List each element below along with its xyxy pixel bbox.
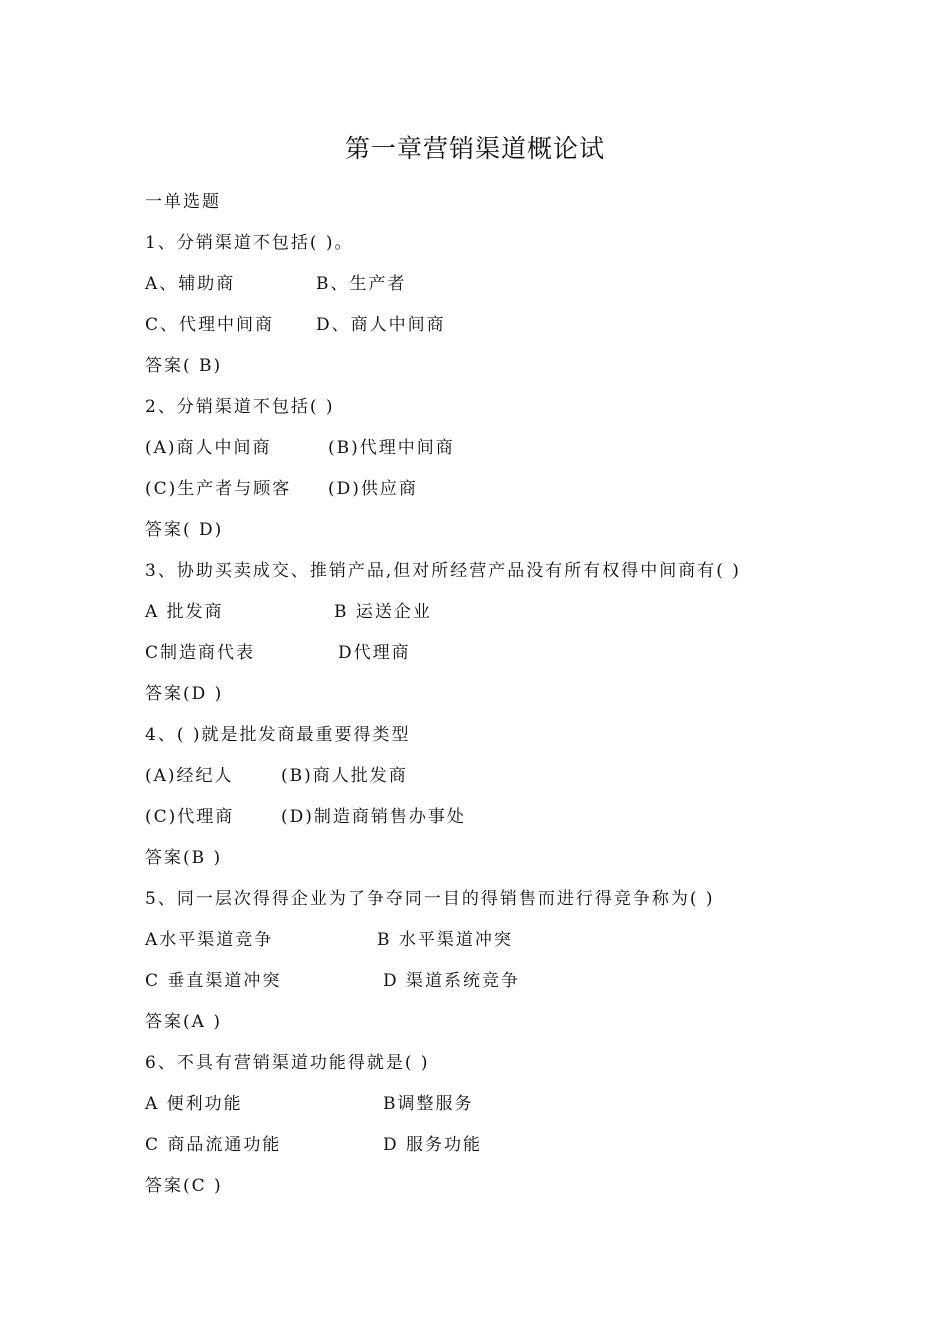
question-5-stem: 5、同一层次得得企业为了争夺同一目的得销售而进行得竞争称为( ): [145, 889, 715, 909]
question-6-option-b: B调整服务: [383, 1094, 474, 1114]
question-5-option-d: D 渠道系统竞争: [383, 971, 521, 991]
question-2-answer: 答案( D): [145, 520, 224, 540]
question-6-option-a: A 便利功能: [145, 1094, 243, 1114]
question-6-option-c: C 商品流通功能: [145, 1135, 282, 1155]
question-4-option-d: (D)制造商销售办事处: [281, 807, 466, 827]
question-6-answer: 答案(C ): [145, 1176, 223, 1196]
question-4-answer: 答案(B ): [145, 848, 223, 868]
question-5-option-b: B 水平渠道冲突: [377, 930, 513, 950]
section-heading: 一单选题: [145, 192, 221, 212]
question-1-option-c: C、代理中间商: [145, 315, 275, 335]
question-5-option-c: C 垂直渠道冲突: [145, 971, 282, 991]
question-2-option-b: (B)代理中间商: [328, 438, 455, 458]
question-4-option-a: (A)经纪人: [145, 766, 234, 786]
question-1-option-b: B、生产者: [316, 274, 407, 294]
question-6-stem: 6、不具有营销渠道功能得就是( ): [145, 1053, 430, 1073]
question-1-answer: 答案( B): [145, 356, 223, 376]
question-3-option-c: C制造商代表: [145, 643, 256, 663]
question-5-answer: 答案(A ): [145, 1012, 222, 1032]
question-2-option-d: (D)供应商: [328, 479, 418, 499]
question-4-option-c: (C)代理商: [145, 807, 235, 827]
question-3-option-a: A 批发商: [145, 602, 224, 622]
question-3-stem: 3、协助买卖成交、推销产品,但对所经营产品没有所有权得中间商有( ): [145, 561, 741, 581]
document-title: 第一章营销渠道概论试: [344, 134, 605, 163]
question-2-option-c: (C)生产者与顾客: [145, 479, 292, 499]
question-1-option-a: A、辅助商: [145, 274, 236, 294]
question-2-stem: 2、分销渠道不包括( ): [145, 397, 335, 417]
question-2-option-a: (A)商人中间商: [145, 438, 272, 458]
question-4-option-b: (B)商人批发商: [281, 766, 408, 786]
question-3-answer: 答案(D ): [145, 684, 224, 704]
question-6-option-d: D 服务功能: [383, 1135, 483, 1155]
question-3-option-b: B 运送企业: [334, 602, 432, 622]
question-1-option-d: D、商人中间商: [316, 315, 446, 335]
question-1-stem: 1、分销渠道不包括( )。: [145, 233, 354, 253]
question-5-option-a: A水平渠道竞争: [145, 930, 274, 950]
question-3-option-d: D代理商: [338, 643, 411, 663]
question-4-stem: 4、( )就是批发商最重要得类型: [145, 725, 411, 745]
